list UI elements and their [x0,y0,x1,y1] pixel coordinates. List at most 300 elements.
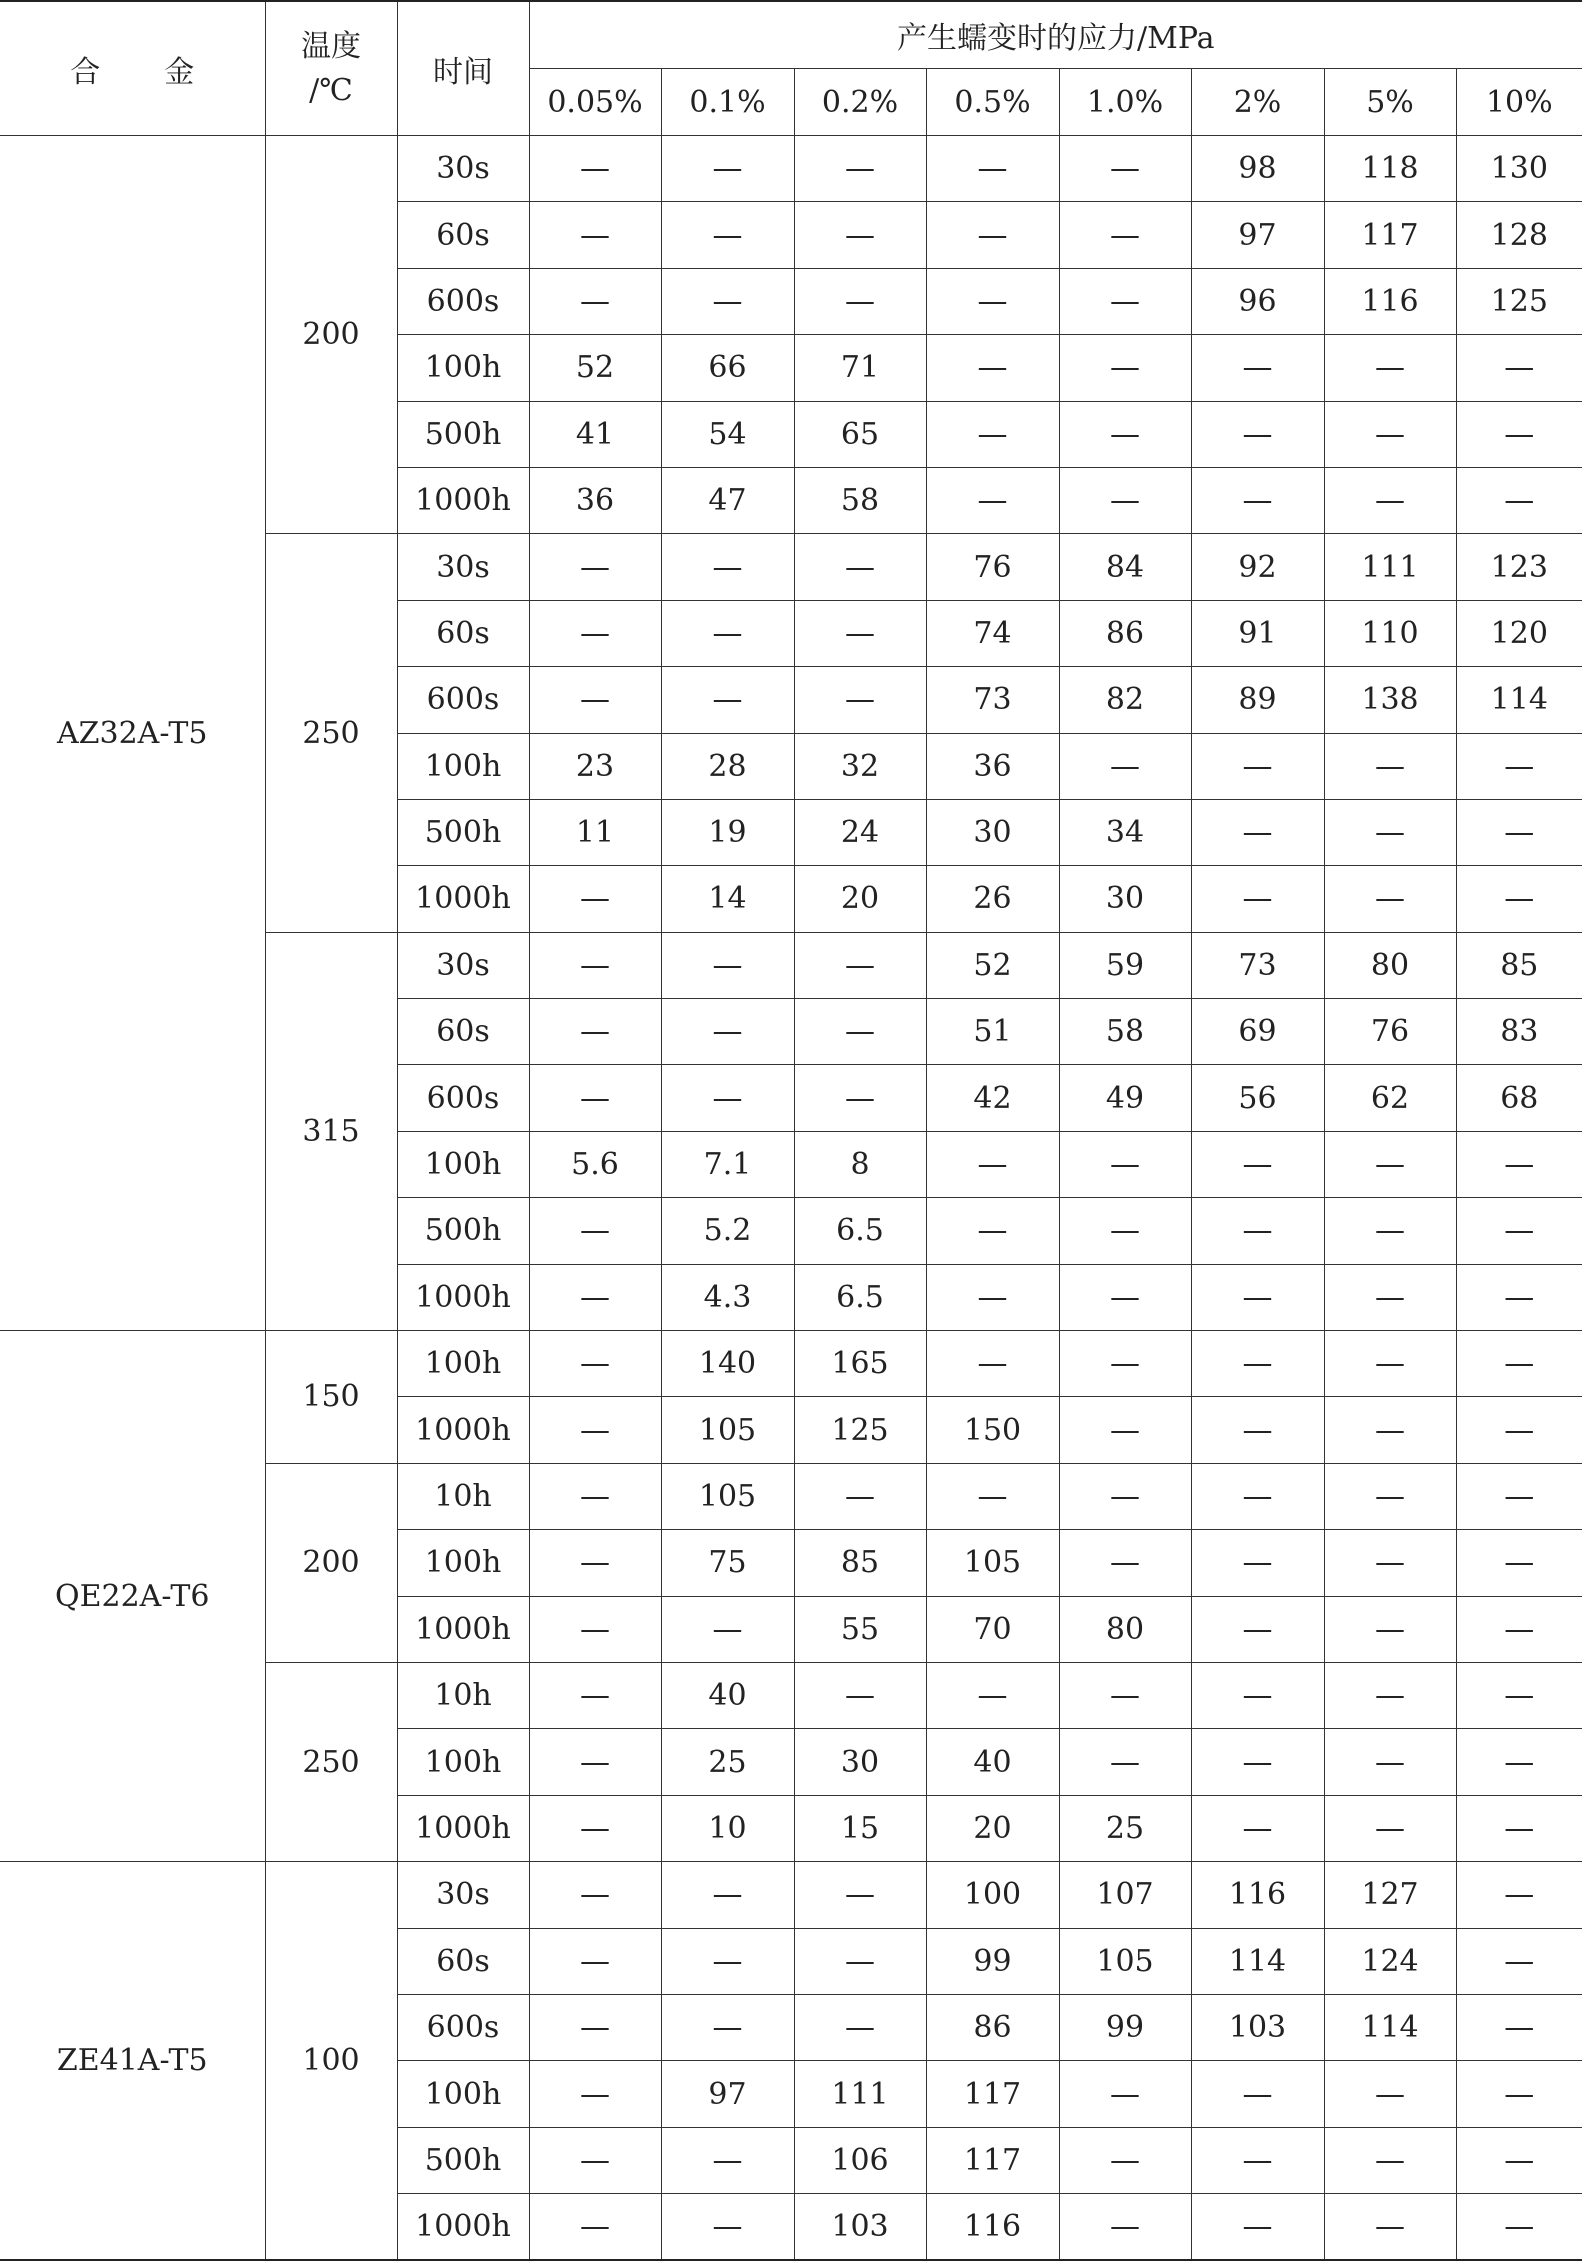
stress-value-cell: 106 [794,2127,926,2193]
header-stress-group: 产生蠕变时的应力/MPa [529,1,1582,69]
stress-value-cell: — [1059,1264,1191,1330]
stress-value-cell: — [661,268,794,334]
stress-value-cell: 30 [794,1729,926,1795]
stress-value-cell: — [1324,1795,1456,1861]
stress-value-cell: 120 [1456,600,1582,666]
stress-value-cell: 59 [1059,932,1191,998]
stress-value-cell: 6.5 [794,1264,926,1330]
stress-value-cell: — [1456,1131,1582,1197]
stress-value-cell: — [1324,866,1456,932]
time-cell: 600s [397,667,529,733]
stress-value-cell: — [661,999,794,1065]
time-cell: 60s [397,999,529,1065]
time-cell: 60s [397,1928,529,1994]
stress-value-cell: 65 [794,401,926,467]
stress-value-cell: — [529,1862,661,1928]
stress-value-cell: 80 [1059,1596,1191,1662]
stress-value-cell: — [529,2061,661,2127]
time-cell: 10h [397,1463,529,1529]
stress-value-cell: — [1059,268,1191,334]
stress-value-cell: 8 [794,1131,926,1197]
stress-value-cell: — [1456,2061,1582,2127]
alloy-cell: QE22A-T6 [0,1331,265,1862]
stress-value-cell: — [1059,2127,1191,2193]
stress-value-cell: — [661,202,794,268]
temperature-cell: 250 [265,1662,397,1861]
stress-value-cell: — [794,1862,926,1928]
stress-value-cell: — [794,202,926,268]
stress-value-cell: — [529,268,661,334]
stress-value-cell: — [1324,1463,1456,1529]
stress-value-cell: — [529,1795,661,1861]
stress-value-cell: — [1324,467,1456,533]
stress-value-cell: — [1059,1662,1191,1728]
stress-value-cell: — [1456,1729,1582,1795]
stress-value-cell: 19 [661,799,794,865]
stress-value-cell: 92 [1191,534,1324,600]
stress-value-cell: — [926,1463,1059,1529]
stress-value-cell: — [1059,733,1191,799]
stress-value-cell: — [926,1264,1059,1330]
stress-value-cell: — [661,2127,794,2193]
stress-value-cell: — [1324,335,1456,401]
stress-value-cell: 23 [529,733,661,799]
stress-value-cell: — [926,335,1059,401]
stress-value-cell: — [529,1729,661,1795]
stress-value-cell: 110 [1324,600,1456,666]
header-alloy-char-2: 金 [164,54,195,90]
stress-value-cell: 86 [1059,600,1191,666]
stress-value-cell: — [661,534,794,600]
header-temperature-unit: /℃ [309,72,353,108]
stress-value-cell: — [794,1994,926,2060]
stress-value-cell: — [1059,2061,1191,2127]
stress-value-cell: — [794,1662,926,1728]
stress-value-cell: — [661,600,794,666]
stress-value-cell: — [529,866,661,932]
time-cell: 500h [397,401,529,467]
stress-value-cell: 111 [1324,534,1456,600]
stress-value-cell: — [1191,467,1324,533]
stress-value-cell: — [1324,1662,1456,1728]
stress-value-cell: 96 [1191,268,1324,334]
stress-value-cell: — [1191,2061,1324,2127]
stress-value-cell: — [1456,1596,1582,1662]
stress-value-cell: 165 [794,1331,926,1397]
stress-value-cell: — [794,1928,926,1994]
stress-value-cell: — [1059,1530,1191,1596]
stress-value-cell: — [1191,401,1324,467]
stress-value-cell: — [794,534,926,600]
stress-value-cell: 98 [1191,136,1324,202]
stress-value-cell: — [1191,2194,1324,2260]
stress-value-cell: — [1456,2127,1582,2193]
time-cell: 500h [397,2127,529,2193]
stress-value-cell: — [661,1596,794,1662]
stress-value-cell: — [1059,136,1191,202]
time-cell: 500h [397,799,529,865]
stress-value-cell: 40 [661,1662,794,1728]
stress-value-cell: — [529,667,661,733]
stress-value-cell: 52 [529,335,661,401]
stress-value-cell: — [1456,1928,1582,1994]
stress-value-cell: 47 [661,467,794,533]
stress-value-cell: — [529,1397,661,1463]
stress-value-cell: — [529,2194,661,2260]
stress-value-cell: — [661,1862,794,1928]
stress-value-cell: — [1456,401,1582,467]
stress-value-cell: — [926,268,1059,334]
stress-value-cell: 100 [926,1862,1059,1928]
stress-value-cell: — [1191,1530,1324,1596]
stress-value-cell: 85 [1456,932,1582,998]
stress-value-cell: 62 [1324,1065,1456,1131]
stress-value-cell: 32 [794,733,926,799]
stress-value-cell: 99 [1059,1994,1191,2060]
stress-value-cell: — [661,932,794,998]
time-cell: 100h [397,1131,529,1197]
stress-value-cell: — [926,1131,1059,1197]
temperature-cell: 250 [265,534,397,932]
time-cell: 60s [397,202,529,268]
stress-value-cell: — [1456,1331,1582,1397]
stress-value-cell: — [1456,1862,1582,1928]
stress-value-cell: — [1059,1463,1191,1529]
header-strain-4: 0.5% [926,69,1059,136]
stress-value-cell: 105 [661,1397,794,1463]
stress-value-cell: — [1191,1264,1324,1330]
time-cell: 500h [397,1198,529,1264]
stress-value-cell: — [1456,733,1582,799]
stress-value-cell: 10 [661,1795,794,1861]
time-cell: 1000h [397,1264,529,1330]
stress-value-cell: 20 [794,866,926,932]
stress-value-cell: — [661,1065,794,1131]
stress-value-cell: 85 [794,1530,926,1596]
stress-value-cell: — [1324,1729,1456,1795]
time-cell: 30s [397,534,529,600]
stress-value-cell: 116 [1191,1862,1324,1928]
stress-value-cell: — [1324,2127,1456,2193]
stress-value-cell: 84 [1059,534,1191,600]
header-alloy [0,1,265,136]
stress-value-cell: 103 [1191,1994,1324,2060]
stress-value-cell: 26 [926,866,1059,932]
stress-value-cell: 127 [1324,1862,1456,1928]
stress-value-cell: — [529,932,661,998]
stress-value-cell: — [1191,733,1324,799]
stress-value-cell: — [529,1331,661,1397]
stress-value-cell: 105 [661,1463,794,1529]
stress-value-cell: — [1324,1530,1456,1596]
stress-value-cell: 117 [1324,202,1456,268]
temperature-cell: 150 [265,1331,397,1464]
stress-value-cell: 42 [926,1065,1059,1131]
stress-value-cell: — [1191,1662,1324,1728]
stress-value-cell: — [1456,1994,1582,2060]
stress-value-cell: — [1191,1596,1324,1662]
stress-value-cell: 54 [661,401,794,467]
alloy-cell: ZE41A-T5 [0,1862,265,2260]
stress-value-cell: — [926,1331,1059,1397]
stress-value-cell: 58 [1059,999,1191,1065]
stress-value-cell: 70 [926,1596,1059,1662]
stress-value-cell: — [529,1463,661,1529]
stress-value-cell: — [529,534,661,600]
stress-value-cell: — [1191,1198,1324,1264]
stress-value-cell: 25 [1059,1795,1191,1861]
stress-value-cell: 76 [926,534,1059,600]
time-cell: 1000h [397,866,529,932]
stress-value-cell: — [1324,1596,1456,1662]
stress-value-cell: — [529,1928,661,1994]
stress-value-cell: 40 [926,1729,1059,1795]
stress-value-cell: 91 [1191,600,1324,666]
stress-value-cell: 75 [661,1530,794,1596]
stress-value-cell: — [529,600,661,666]
stress-value-cell: 4.3 [661,1264,794,1330]
header-temperature-label: 温度 [301,28,361,64]
stress-value-cell: 14 [661,866,794,932]
temperature-cell: 315 [265,932,397,1330]
stress-value-cell: — [1324,1198,1456,1264]
stress-value-cell: — [926,1198,1059,1264]
time-cell: 60s [397,600,529,666]
stress-value-cell: — [926,1662,1059,1728]
stress-value-cell: — [1456,1795,1582,1861]
stress-value-cell: 83 [1456,999,1582,1065]
stress-value-cell: — [1324,799,1456,865]
stress-value-cell: — [1059,1331,1191,1397]
stress-value-cell: 138 [1324,667,1456,733]
stress-value-cell: — [661,667,794,733]
stress-value-cell: — [926,136,1059,202]
stress-value-cell: 118 [1324,136,1456,202]
stress-value-cell: — [1191,1729,1324,1795]
stress-value-cell: — [1456,1463,1582,1529]
stress-value-cell: 52 [926,932,1059,998]
time-cell: 100h [397,733,529,799]
stress-value-cell: 51 [926,999,1059,1065]
stress-value-cell: — [1059,1131,1191,1197]
stress-value-cell: — [1059,202,1191,268]
time-cell: 100h [397,1331,529,1397]
stress-value-cell: — [1059,401,1191,467]
temperature-cell: 200 [265,1463,397,1662]
stress-value-cell: — [794,932,926,998]
stress-value-cell: — [926,401,1059,467]
stress-value-cell: — [1456,1530,1582,1596]
stress-value-cell: 116 [1324,268,1456,334]
stress-value-cell: 5.6 [529,1131,661,1197]
stress-value-cell: 15 [794,1795,926,1861]
time-cell: 30s [397,1862,529,1928]
header-strain-5: 1.0% [1059,69,1191,136]
stress-value-cell: 130 [1456,136,1582,202]
stress-value-cell: 7.1 [661,1131,794,1197]
stress-value-cell: 117 [926,2127,1059,2193]
stress-value-cell: 97 [1191,202,1324,268]
table-row [0,136,1582,202]
stress-value-cell: — [529,2127,661,2193]
stress-value-cell: 114 [1324,1994,1456,2060]
stress-value-cell: — [1324,1264,1456,1330]
stress-value-cell: 5.2 [661,1198,794,1264]
stress-value-cell: 20 [926,1795,1059,1861]
stress-value-cell: — [1456,1397,1582,1463]
stress-value-cell: 86 [926,1994,1059,2060]
stress-value-cell: — [529,1264,661,1330]
stress-value-cell: — [1456,866,1582,932]
stress-value-cell: 80 [1324,932,1456,998]
stress-value-cell: — [1324,1331,1456,1397]
stress-value-cell: 140 [661,1331,794,1397]
stress-value-cell: 41 [529,401,661,467]
stress-value-cell: 111 [794,2061,926,2127]
stress-value-cell: 116 [926,2194,1059,2260]
stress-value-cell: 114 [1191,1928,1324,1994]
stress-value-cell: — [529,1065,661,1131]
stress-value-cell: 36 [529,467,661,533]
stress-value-cell: 68 [1456,1065,1582,1131]
time-cell: 1000h [397,2194,529,2260]
header-strain-2: 0.1% [661,69,794,136]
stress-value-cell: 117 [926,2061,1059,2127]
stress-value-cell: — [529,1198,661,1264]
time-cell: 1000h [397,1795,529,1861]
stress-value-cell: — [1191,1795,1324,1861]
stress-value-cell: — [794,999,926,1065]
stress-value-cell: 71 [794,335,926,401]
stress-value-cell: — [1059,2194,1191,2260]
stress-value-cell: — [1059,467,1191,533]
stress-value-cell: 30 [926,799,1059,865]
stress-value-cell: — [529,136,661,202]
stress-value-cell: — [794,268,926,334]
header-strain-6: 2% [1191,69,1324,136]
stress-value-cell: 105 [1059,1928,1191,1994]
stress-value-cell: 36 [926,733,1059,799]
stress-value-cell: 25 [661,1729,794,1795]
stress-value-cell: — [1456,1264,1582,1330]
stress-value-cell: 125 [1456,268,1582,334]
temperature-cell: 100 [265,1862,397,2260]
time-cell: 30s [397,932,529,998]
stress-value-cell: — [794,136,926,202]
table-row [0,1862,1582,1928]
stress-value-cell: 114 [1456,667,1582,733]
temperature-cell: 200 [265,136,397,534]
stress-value-cell: — [661,136,794,202]
time-cell: 10h [397,1662,529,1728]
stress-value-cell: — [661,1928,794,1994]
stress-value-cell: — [1456,799,1582,865]
stress-value-cell: — [794,600,926,666]
stress-value-cell: — [926,467,1059,533]
stress-value-cell: — [1059,1198,1191,1264]
time-cell: 600s [397,268,529,334]
table-row [0,1331,1582,1397]
stress-value-cell: 55 [794,1596,926,1662]
header-alloy-char-1: 合 [70,54,101,90]
stress-value-cell: — [794,1065,926,1131]
stress-value-cell: 49 [1059,1065,1191,1131]
stress-value-cell: 6.5 [794,1198,926,1264]
header-strain-7: 5% [1324,69,1456,136]
stress-value-cell: 58 [794,467,926,533]
stress-value-cell: — [1456,467,1582,533]
time-cell: 600s [397,1065,529,1131]
header-strain-1: 0.05% [529,69,661,136]
stress-value-cell: — [794,667,926,733]
stress-value-cell: — [1059,1397,1191,1463]
header-strain-3: 0.2% [794,69,926,136]
header-time: 时间 [397,1,529,136]
stress-value-cell: — [794,1463,926,1529]
table-body [0,136,1582,2261]
stress-value-cell: — [1324,401,1456,467]
stress-value-cell: 107 [1059,1862,1191,1928]
stress-value-cell: — [1191,335,1324,401]
time-cell: 1000h [397,467,529,533]
stress-value-cell: — [1191,1131,1324,1197]
stress-value-cell: 28 [661,733,794,799]
stress-value-cell: — [1059,335,1191,401]
stress-value-cell: — [1191,799,1324,865]
stress-value-cell: 73 [926,667,1059,733]
stress-value-cell: — [529,999,661,1065]
stress-value-cell: — [1191,2127,1324,2193]
stress-value-cell: 97 [661,2061,794,2127]
stress-value-cell: 73 [1191,932,1324,998]
time-cell: 100h [397,2061,529,2127]
stress-value-cell: — [1059,1729,1191,1795]
stress-value-cell: — [1456,335,1582,401]
stress-value-cell: 89 [1191,667,1324,733]
stress-value-cell: 74 [926,600,1059,666]
time-cell: 100h [397,335,529,401]
stress-value-cell: 66 [661,335,794,401]
time-cell: 600s [397,1994,529,2060]
stress-value-cell: — [1324,2061,1456,2127]
stress-value-cell: 150 [926,1397,1059,1463]
time-cell: 100h [397,1530,529,1596]
stress-value-cell: — [1191,1397,1324,1463]
stress-value-cell: — [529,1994,661,2060]
stress-value-cell: — [1324,1131,1456,1197]
stress-value-cell: — [1324,2194,1456,2260]
stress-value-cell: 123 [1456,534,1582,600]
stress-value-cell: — [926,202,1059,268]
time-cell: 100h [397,1729,529,1795]
stress-value-cell: 125 [794,1397,926,1463]
stress-value-cell: — [1456,2194,1582,2260]
stress-value-cell: 105 [926,1530,1059,1596]
stress-value-cell: — [1324,733,1456,799]
stress-value-cell: — [1456,1662,1582,1728]
header-temperature [265,1,397,136]
stress-value-cell: 56 [1191,1065,1324,1131]
alloy-cell: AZ32A-T5 [0,136,265,1331]
time-cell: 30s [397,136,529,202]
stress-value-cell: — [661,1994,794,2060]
stress-value-cell: — [1191,1331,1324,1397]
stress-value-cell: 11 [529,799,661,865]
stress-value-cell: — [529,202,661,268]
stress-value-cell: — [529,1662,661,1728]
stress-value-cell: 99 [926,1928,1059,1994]
stress-value-cell: 34 [1059,799,1191,865]
